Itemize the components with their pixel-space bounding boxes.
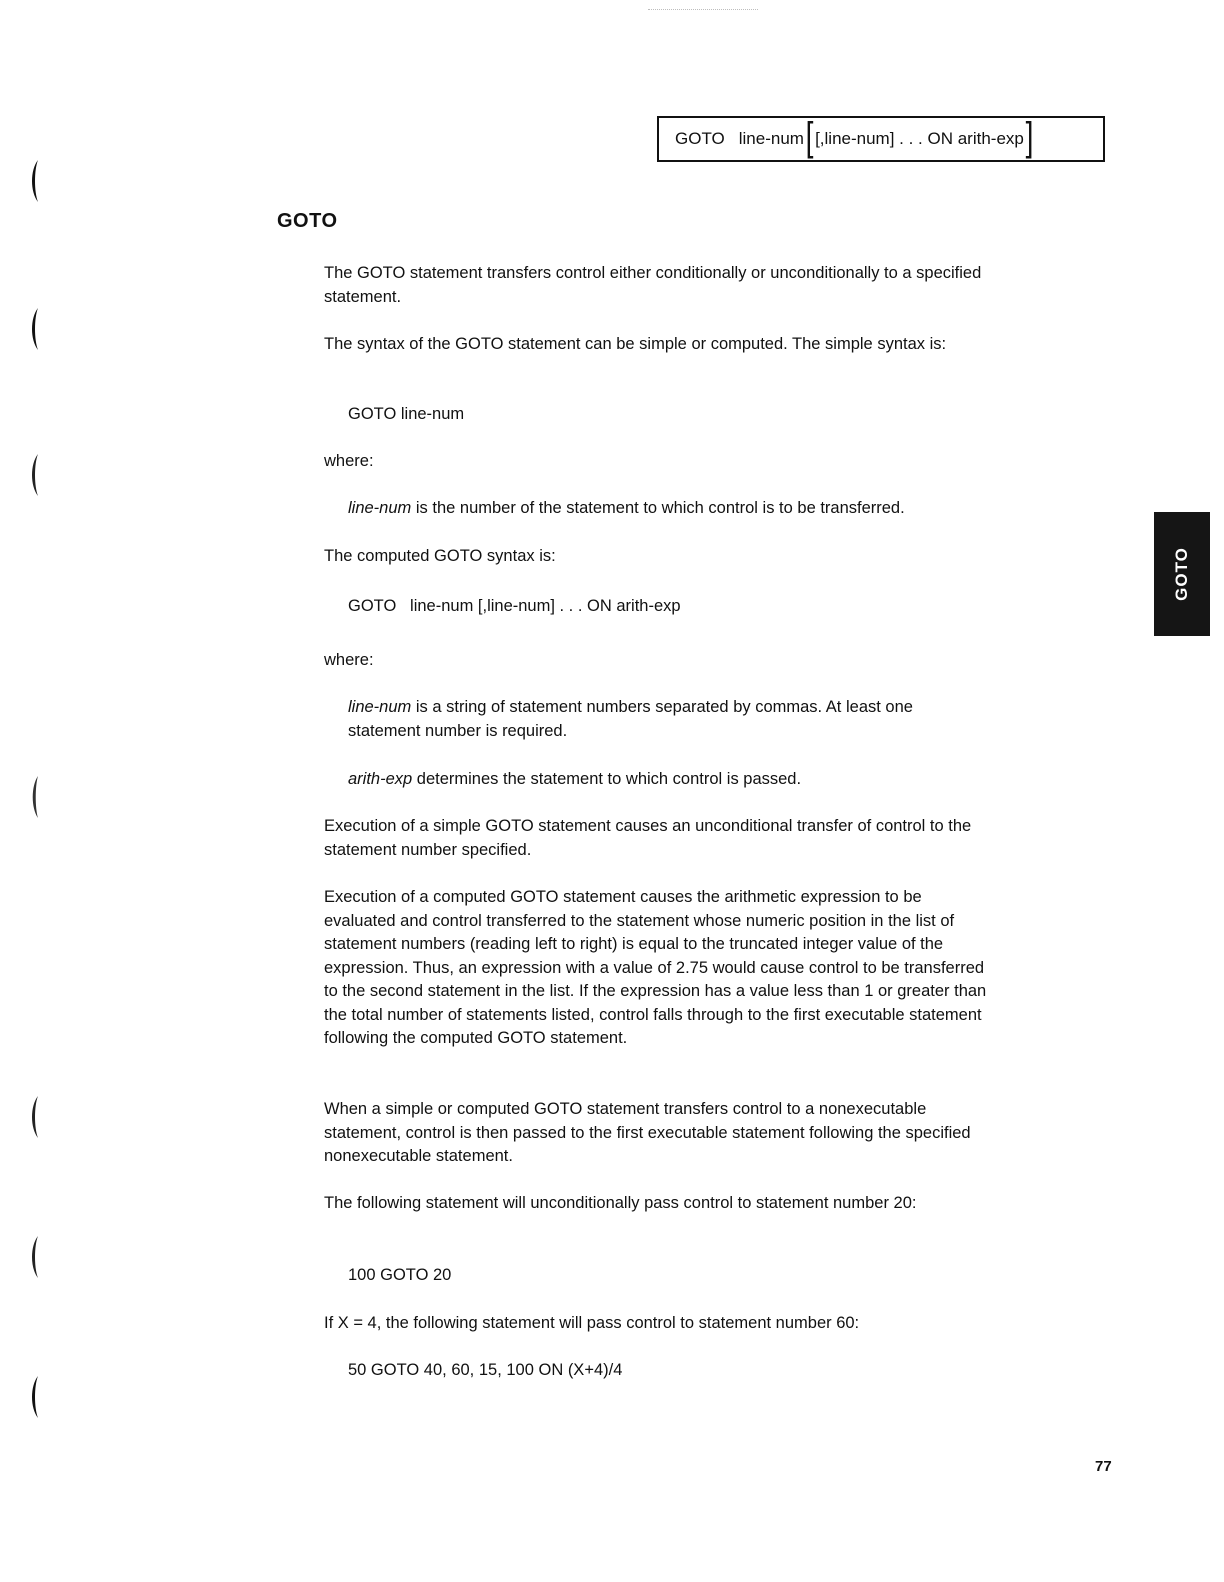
definition-line-num-1: [348, 497, 988, 521]
code-simple-syntax: GOTO line-num: [348, 405, 465, 423]
syntax-close-bracket: ]: [1025, 115, 1034, 159]
paragraph-example-1: The following statement will unconditionally pass control to statement number 20:: [324, 1194, 917, 1212]
section-thumb-tab-label: GOTO: [1172, 547, 1191, 601]
page-number: 77: [1095, 1458, 1112, 1475]
binder-hole-mark: [28, 1234, 42, 1280]
code-computed-syntax: GOTO line-num [,line-num] . . . ON arith-exp: [348, 597, 681, 615]
binder-hole-mark: [28, 1094, 42, 1140]
definition-text: is the number of the statement to which control is to be transferred.: [411, 499, 905, 517]
syntax-rest: [,line-num] . . . ON arith-exp: [815, 129, 1024, 148]
paragraph-nonexecutable: When a simple or computed GOTO statement transfers control to a nonexecutable statement, control is then passed to the first executable statement following the specified nonexecutable statement.: [324, 1100, 971, 1165]
page-title: GOTO: [277, 210, 338, 232]
where-label-1: where:: [324, 452, 374, 470]
section-thumb-tab: [1154, 512, 1210, 636]
definition-term: line-num: [348, 499, 412, 517]
definition-text: is a string of statement numbers separated by commas. At least one statement number is required.: [348, 698, 913, 740]
definition-text: determines the statement to which control is passed.: [412, 770, 802, 788]
binder-hole-mark: [28, 158, 42, 204]
paragraph-simple-execution: Execution of a simple GOTO statement causes an unconditional transfer of control to the statement number specified.: [324, 817, 972, 859]
syntax-open-bracket: [: [805, 115, 814, 159]
definition-line-num-2: [348, 696, 973, 743]
binder-hole-mark: [28, 774, 42, 820]
binder-hole-mark: [28, 306, 42, 352]
where-label-2: where:: [324, 651, 374, 669]
binder-hole-mark: [28, 1374, 42, 1420]
definition-term: line-num: [348, 698, 412, 716]
paragraph-computed: The computed GOTO syntax is:: [324, 547, 556, 565]
code-example-2: 50 GOTO 40, 60, 15, 100 ON (X+4)/4: [348, 1361, 623, 1379]
definition-arith-exp: [348, 768, 988, 792]
definition-term: arith-exp: [348, 770, 413, 788]
binder-hole-mark: [28, 452, 42, 498]
scan-artifact: [648, 9, 758, 12]
paragraph-syntax: The syntax of the GOTO statement can be simple or computed. The simple syntax is:: [324, 335, 947, 353]
syntax-keyword: GOTO: [675, 129, 725, 148]
paragraph-intro: The GOTO statement transfers control either conditionally or unconditionally to a specified statement.: [324, 264, 982, 306]
paragraph-computed-execution: Execution of a computed GOTO statement causes the arithmetic expression to be evaluated and control transferred to the statement whose numeric position in the list of statement numbers (reading left to right) is equal to the truncated integer value of the expression. Thus, an expression with a value of 2.75 would cause control to be transferred to the second statement in the list. If the expression has a value less than 1 or greater than the total number of statements listed, control falls through to the first executable statement following the computed GOTO statement.: [324, 888, 987, 1047]
code-example-1: 100 GOTO 20: [348, 1266, 452, 1284]
syntax-arg: line-num: [738, 129, 804, 148]
paragraph-example-2: If X = 4, the following statement will pass control to statement number 60:: [324, 1314, 860, 1332]
syntax-summary-box: [657, 116, 1105, 162]
